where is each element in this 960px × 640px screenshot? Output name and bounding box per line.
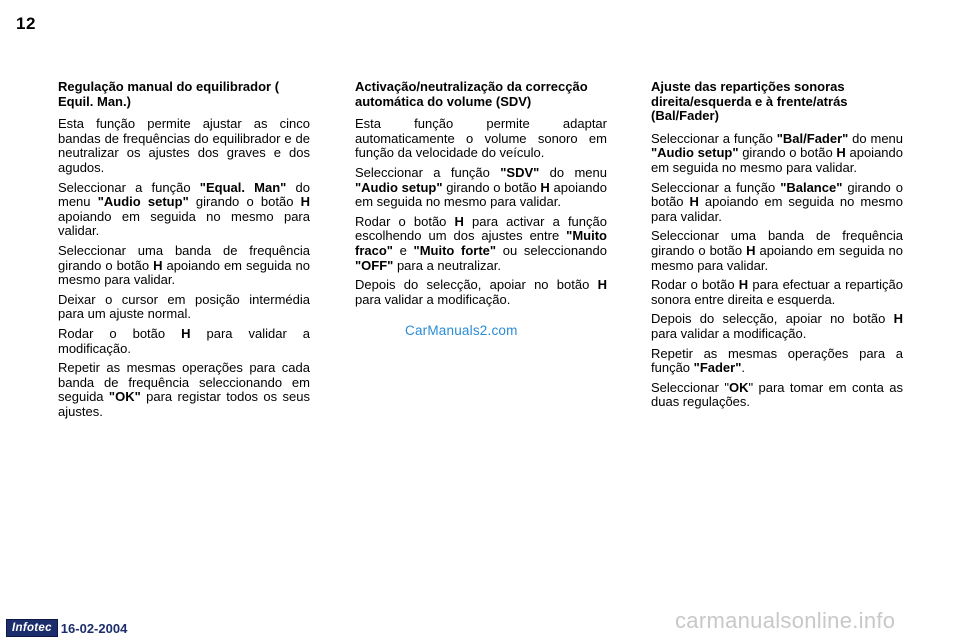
watermark-site: carmanualsonline.info [675,608,896,633]
paragraph: Rodar o botão H para activar a função escolhendo um dos ajustes entre "Muito fraco" e "Muito forte" ou seleccionando "OFF" para a neutralizar. [355,213,607,273]
section-equalizer [58,80,310,424]
paragraph: Repetir as mesmas operações para a função "Fader". [651,345,903,376]
section-title: Activação/neutralização da correcção automática do volume (SDV) [355,79,588,109]
paragraph: Rodar o botão H para validar a modificação. [58,325,310,356]
section-sdv [355,80,607,312]
paragraph: Seleccionar uma banda de frequência girando o botão H apoiando em seguida no mesmo para validar. [651,228,903,273]
section-balance-fader [651,80,903,415]
paragraph: Deixar o cursor em posição intermédia para um ajuste normal. [58,291,310,322]
paragraph: Seleccionar "OK" para tomar em conta as duas regulações. [651,379,904,410]
paragraph: Repetir as mesmas operações para cada banda de frequência seleccionando em seguida "OK" para registar todos os seus ajustes. [58,360,310,419]
paragraph: Seleccionar a função "Balance" girando o botão H apoiando em seguida no mesmo para validar. [651,179,903,224]
section-title: Ajuste das repartições sonoras direita/esquerda e à frente/atrás (Bal/Fader) [651,79,848,124]
paragraph: Esta função permite adaptar automaticamente o volume sonoro em função da velocidade do veículo. [355,116,607,161]
infotec-logo: Infotec [6,619,58,637]
paragraph: Seleccionar a função "Bal/Fader" do menu "Audio setup" girando o botão H apoiando em seguida no mesmo para validar. [651,130,904,175]
paragraph: Rodar o botão H para efectuar a repartição sonora entre direita e esquerda. [651,277,903,307]
section-title: Regulação manual do equilibrador ( Equil. Man.) [58,79,280,109]
paragraph: Seleccionar a função "SDV" do menu "Audio setup" girando o botão H apoiando em seguida no mesmo para validar. [355,164,607,210]
watermark-link[interactable]: CarManuals2.com [405,323,518,338]
footer-date: 16-02-2004 [60,620,128,636]
page-number: 12 [16,14,36,33]
paragraph: Esta função permite ajustar as cinco bandas de frequências do equilibrador e de neutralizar os ajustes dos graves e dos agudos. [58,116,310,175]
footer [6,619,127,637]
paragraph: Depois do selecção, apoiar no botão H para validar a modificação. [651,311,903,341]
paragraph: Depois do selecção, apoiar no botão H para validar a modificação. [355,277,607,307]
paragraph: Seleccionar a função "Equal. Man" do menu "Audio setup" girando o botão H apoiando em seguida no mesmo para validar. [58,179,311,239]
paragraph: Seleccionar uma banda de frequência girando o botão H apoiando em seguida no mesmo para validar. [58,242,310,288]
